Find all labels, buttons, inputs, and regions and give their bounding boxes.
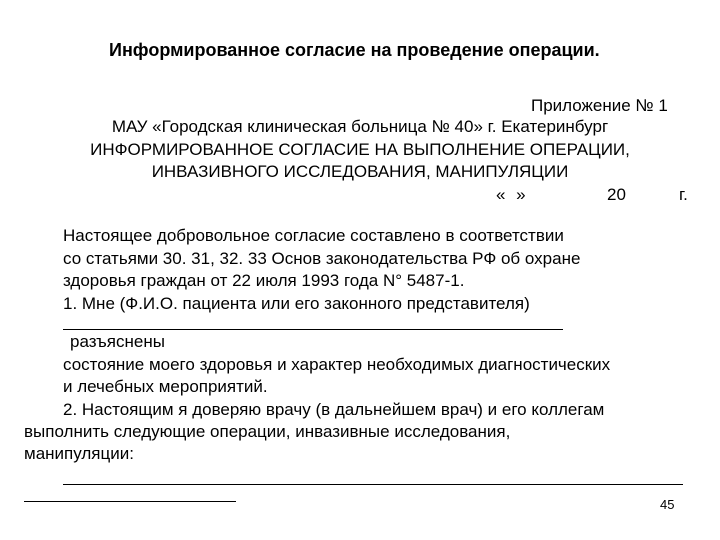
hospital-name: МАУ «Городская клиническая больница № 40» г. Екатеринбург	[111, 117, 609, 136]
body-line: состояние моего здоровья и характер необходимых диагностических	[63, 355, 611, 374]
body-line: выполнить следующие операции, инвазивные исследования,	[24, 422, 511, 441]
body-line: 2. Настоящим я доверяю врачу (в дальнейшем врач) и его коллегам	[63, 400, 605, 419]
document-title: Информированное согласие на проведение операции.	[109, 40, 600, 60]
body-line: Настоящее добровольное согласие составлено в соответствии	[63, 226, 564, 245]
operations-blank-line-2	[24, 501, 236, 502]
body-line: манипуляции:	[24, 444, 134, 463]
body-line: 1. Мне (Ф.И.О. пациента или его законного представителя)	[63, 294, 530, 313]
patient-name-blank-line	[63, 329, 563, 330]
page-number: 45	[660, 497, 675, 512]
appendix-label: Приложение № 1	[531, 96, 668, 115]
operations-blank-line-1	[63, 484, 683, 485]
body-line: и лечебных мероприятий.	[63, 377, 268, 396]
date-year-suffix: г.	[679, 185, 688, 204]
date-day-month-field: « »	[496, 185, 526, 204]
body-line: здоровья граждан от 22 июля 1993 года N° 5487-1.	[63, 271, 465, 290]
form-heading-line-1: ИНФОРМИРОВАННОЕ СОГЛАСИЕ НА ВЫПОЛНЕНИЕ ОПЕРАЦИИ,	[90, 140, 630, 159]
body-line: разъяснены	[70, 332, 165, 351]
form-heading-line-2: ИНВАЗИВНОГО ИССЛЕДОВАНИЯ, МАНИПУЛЯЦИИ	[151, 162, 569, 181]
date-year: 20	[607, 185, 626, 204]
body-line: со статьями 30. 31, 32. 33 Основ законодательства РФ об охране	[63, 249, 581, 268]
